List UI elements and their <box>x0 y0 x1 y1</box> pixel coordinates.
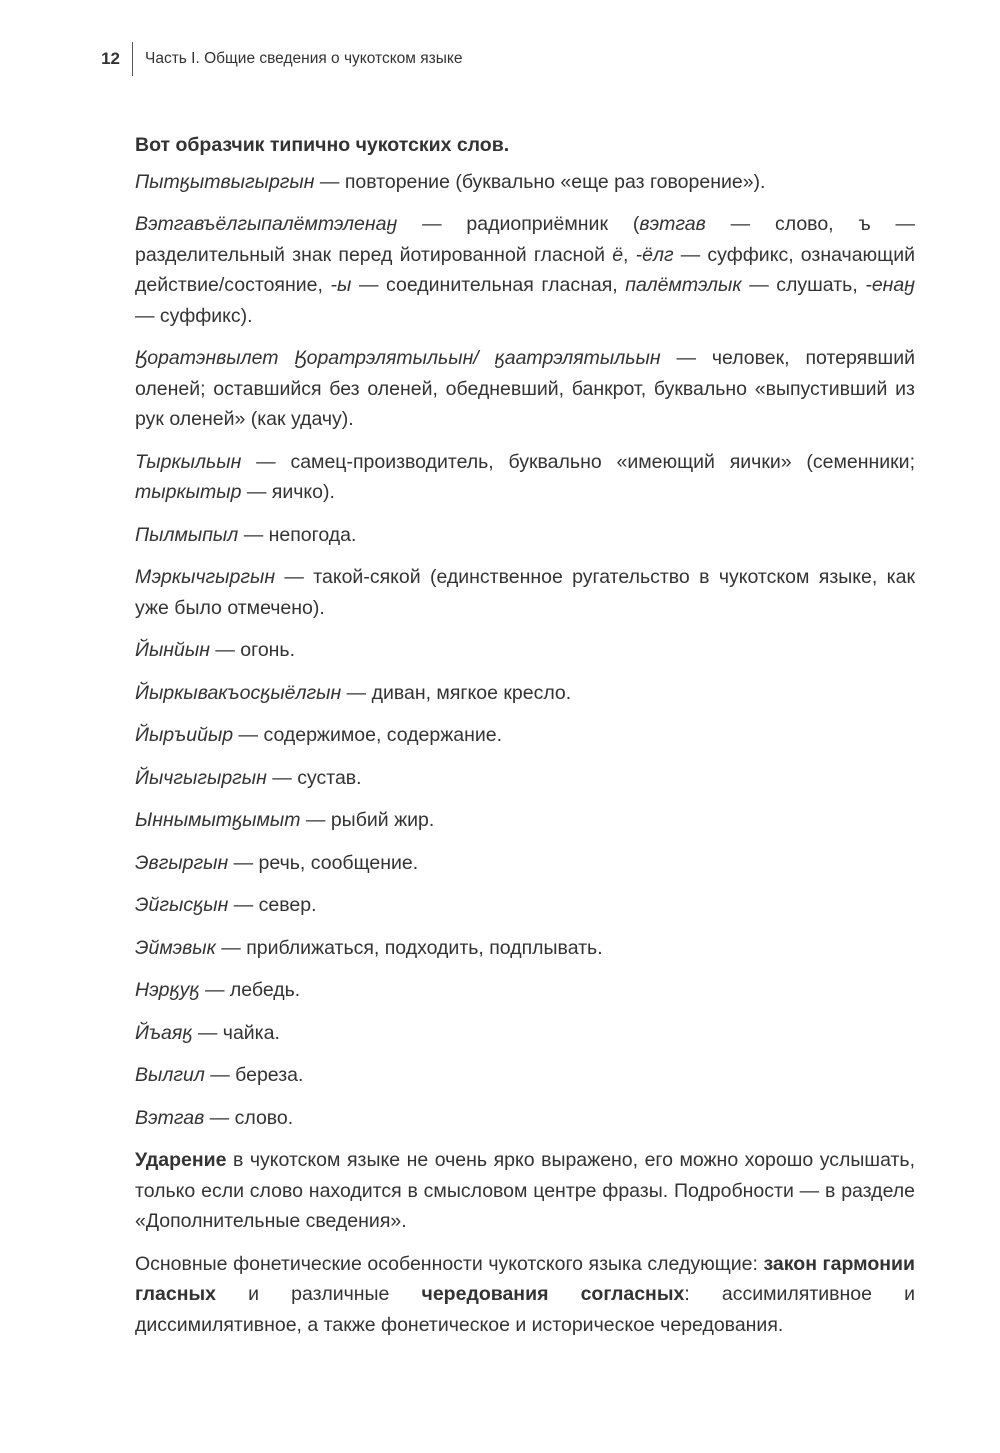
entry-definition: — диван, мягкое кресло. <box>341 681 572 704</box>
stress-term: Ударение <box>135 1149 227 1171</box>
vowel-harmony-term: закон гармонии гласных <box>135 1252 915 1305</box>
entry <box>135 805 915 836</box>
entry-definition: — чайка. <box>192 1021 280 1044</box>
entry-definition: — содержимое, содержание. <box>233 724 503 746</box>
entry-definition: — север. <box>228 894 317 916</box>
morpheme: вэтгав <box>639 213 706 235</box>
entry-term: Эвгыргын <box>135 851 229 874</box>
gloss: ъ <box>858 213 871 235</box>
entry <box>135 678 915 709</box>
entry-term: Вэтгав <box>135 1106 205 1129</box>
gloss: , <box>623 243 636 266</box>
entry <box>135 1060 915 1091</box>
entry-term: Эймэвык <box>135 936 216 959</box>
entry-definition: — человек, потерявший оленей; оставшийся без оленей, обедневший, банкрот, буквально «выпустивший из рук оленей» (как удачу). <box>135 347 915 430</box>
morpheme: -ы <box>330 274 352 296</box>
entry <box>135 1103 915 1134</box>
entry-term: Пылмыпыл <box>135 523 239 546</box>
entry-definition: — огонь. <box>209 639 296 661</box>
gloss: — соединительная гласная, <box>351 274 626 296</box>
entry-definition: — рыбий жир. <box>300 809 435 831</box>
entry-term: Эйгысӄын <box>135 894 229 916</box>
entry-term: Йыръийыр <box>135 724 234 746</box>
gloss: — суффикс, означающий действие/состояние, <box>135 243 915 296</box>
phonetics-text: и различные <box>216 1283 422 1305</box>
entry <box>135 343 915 435</box>
entry <box>135 933 915 964</box>
page-header <box>86 42 462 76</box>
entry <box>135 447 915 508</box>
stress-text: в чукотском языке не очень ярко выражено, его можно хорошо услышать, только если слово находится в смысловом центре фразы. Подробности — в разделе «Дополнительные сведения». <box>135 1149 915 1232</box>
running-title: Часть I. Общие сведения о чукотском языке <box>145 50 463 67</box>
gloss: — слово, <box>705 213 859 235</box>
phonetics-paragraph <box>135 1249 915 1341</box>
entry-definition: — береза. <box>204 1064 304 1086</box>
entry-term: Йычгыгыргын <box>135 766 267 789</box>
section-heading: Вот образчик типично чукотских слов. <box>135 134 510 156</box>
page-content <box>135 130 915 1352</box>
stress-paragraph <box>135 1145 915 1237</box>
header-divider <box>132 42 133 76</box>
entry-definition: — лебедь. <box>199 979 301 1001</box>
entry-term: Йыркывакъосӄыёлгын <box>135 681 342 704</box>
morpheme: -енаӈ <box>865 274 915 296</box>
gloss: — разделительный знак перед йотированной гласной <box>135 213 916 266</box>
entry <box>135 635 915 666</box>
entry-term: Мэркычгыргын <box>135 566 276 588</box>
entry-definition: — повторение (буквально «еще раз говорение»). <box>314 170 766 193</box>
entry-term: Ыннымытӄымыт <box>135 809 301 831</box>
entry <box>135 562 915 623</box>
entry-definition: — радиоприёмник ( <box>397 213 640 235</box>
page-number: 12 <box>101 49 120 68</box>
entry-term: Ӄоратэнвылет Ӄоратрэлятыльын/ ӄаатрэлятыльын <box>135 347 661 369</box>
entry-definition: — слово. <box>204 1106 294 1129</box>
entry <box>135 520 915 551</box>
entry-term: Вэтгавъёлгыпалёмтэленаӈ <box>135 213 398 235</box>
entry <box>135 1018 915 1049</box>
entry-term: Тыркыльын <box>135 450 242 473</box>
morpheme: ё <box>612 243 624 266</box>
entry <box>135 890 915 921</box>
morpheme: -ёлг <box>635 243 674 266</box>
gloss: — яичко). <box>241 481 335 503</box>
phonetics-text: Основные фонетические особенности чукотского языка следующие: <box>135 1252 764 1275</box>
phonetics-text: : ассимилятивное и диссимилятивное, а также фонетическое и историческое чередования. <box>135 1283 915 1336</box>
entry-term: Вылгил <box>135 1064 205 1086</box>
entry-definition: — приближаться, подходить, подплывать. <box>215 936 603 959</box>
entry-definition: — непогода. <box>238 523 357 546</box>
entry <box>135 975 915 1006</box>
entry <box>135 209 915 331</box>
entry <box>135 848 915 879</box>
entry-definition: — речь, сообщение. <box>228 851 419 874</box>
entry-term: Пытӄытвыгыргын <box>135 170 315 193</box>
entry <box>135 763 915 794</box>
morpheme: палёмтэлык <box>625 274 742 296</box>
gloss: — слушать, <box>741 274 866 296</box>
entry-term: Нэрӄуӄ <box>135 979 200 1001</box>
entry-term: Йынйын <box>135 639 210 661</box>
entry-definition: — сустав. <box>266 766 362 789</box>
entry <box>135 167 915 198</box>
entry-term: Йъаяӄ <box>135 1021 193 1044</box>
morpheme: тыркытыр <box>135 481 242 503</box>
entry-definition: — самец-производитель, буквально «имеющий яички» (семенники; <box>241 450 915 473</box>
consonant-alternation-term: чередования согласных <box>421 1283 685 1305</box>
entry <box>135 720 915 751</box>
entry-definition: — такой-сякой (единственное ругательство в чукотском языке, как уже было отмечено). <box>135 566 915 619</box>
gloss: — суффикс). <box>135 304 253 327</box>
